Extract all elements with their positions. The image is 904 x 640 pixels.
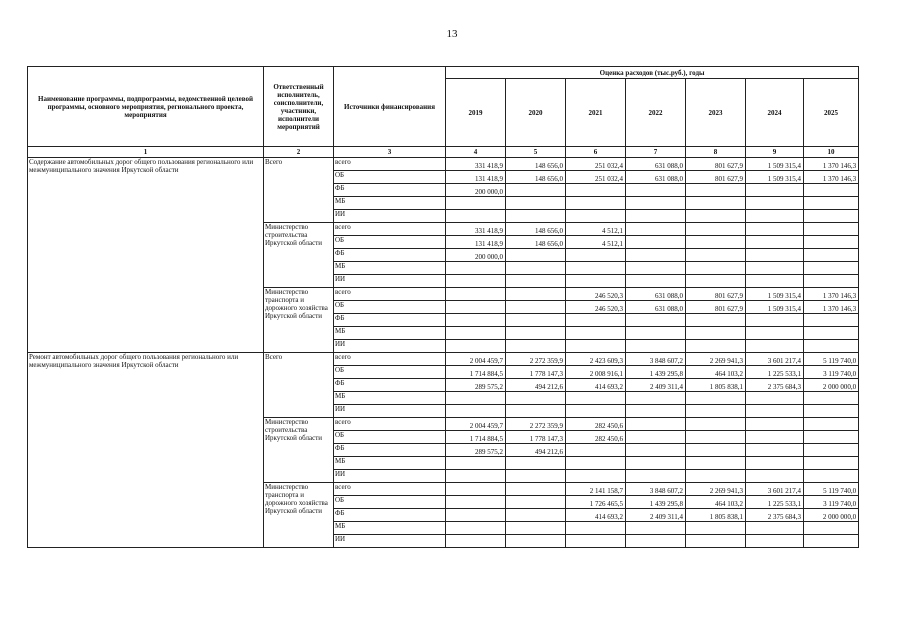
amount-cell (446, 509, 506, 522)
amount-cell: 2 000 000,0 (804, 379, 859, 392)
amount-cell (626, 327, 686, 340)
amount-cell (506, 340, 566, 353)
amount-cell (506, 483, 566, 496)
amount-cell: 2 004 459,7 (446, 418, 506, 431)
amount-cell (746, 210, 804, 223)
amount-cell: 289 575,2 (446, 379, 506, 392)
amount-cell: 5 119 740,0 (804, 353, 859, 366)
amount-cell (746, 457, 804, 470)
amount-cell (446, 496, 506, 509)
header-expense-estimate: Оценка расходов (тыс.руб.), годы (446, 67, 859, 79)
amount-cell (506, 314, 566, 327)
executor-name: Министерство строительства Иркутской области (264, 418, 334, 483)
amount-cell (686, 236, 746, 249)
header-year: 2019 (446, 79, 506, 147)
amount-cell: 631 088,0 (626, 301, 686, 314)
funding-source: МБ (334, 457, 446, 470)
amount-cell (804, 535, 859, 548)
amount-cell: 464 103,2 (686, 496, 746, 509)
amount-cell (686, 314, 746, 327)
funding-source: ФБ (334, 184, 446, 197)
funding-source: всего (334, 288, 446, 301)
amount-cell: 246 520,3 (566, 301, 626, 314)
amount-cell (746, 444, 804, 457)
funding-source: ОБ (334, 301, 446, 314)
amount-cell (506, 535, 566, 548)
amount-cell (804, 418, 859, 431)
amount-cell (566, 314, 626, 327)
amount-cell: 4 512,1 (566, 236, 626, 249)
funding-source: МБ (334, 522, 446, 535)
amount-cell: 1 805 838,1 (686, 379, 746, 392)
amount-cell: 3 119 740,0 (804, 366, 859, 379)
header-year: 2023 (686, 79, 746, 147)
amount-cell (686, 262, 746, 275)
amount-cell (566, 405, 626, 418)
column-index: 6 (566, 147, 626, 158)
executor-name: Министерство транспорта и дорожного хозяйства Иркутской области (264, 288, 334, 353)
amount-cell (626, 210, 686, 223)
amount-cell (446, 392, 506, 405)
amount-cell: 494 212,6 (506, 379, 566, 392)
amount-cell (506, 496, 566, 509)
amount-cell: 2 409 311,4 (626, 509, 686, 522)
amount-cell: 2 272 359,9 (506, 418, 566, 431)
amount-cell: 1 225 533,1 (746, 366, 804, 379)
amount-cell: 289 575,2 (446, 444, 506, 457)
amount-cell: 1 439 295,8 (626, 366, 686, 379)
amount-cell (804, 210, 859, 223)
amount-cell (566, 522, 626, 535)
funding-source: ИИ (334, 470, 446, 483)
amount-cell (566, 470, 626, 483)
header-program-name: Наименование программы, подпрограммы, ведомственной целевой программы, основного мероприятия, регионального проекта, мероприятия (28, 67, 264, 147)
amount-cell (566, 444, 626, 457)
amount-cell (686, 223, 746, 236)
funding-source: ФБ (334, 509, 446, 522)
amount-cell (746, 249, 804, 262)
amount-cell: 2 008 916,1 (566, 366, 626, 379)
funding-source: ОБ (334, 236, 446, 249)
column-index: 2 (264, 147, 334, 158)
header-funding-source: Источники финансирования (334, 67, 446, 147)
amount-cell (746, 184, 804, 197)
column-index: 5 (506, 147, 566, 158)
amount-cell (446, 483, 506, 496)
amount-cell (686, 418, 746, 431)
amount-cell (746, 392, 804, 405)
funding-source: ИИ (334, 275, 446, 288)
amount-cell: 131 418,9 (446, 236, 506, 249)
amount-cell (626, 340, 686, 353)
amount-cell (686, 275, 746, 288)
amount-cell (626, 275, 686, 288)
funding-source: ИИ (334, 210, 446, 223)
amount-cell (446, 340, 506, 353)
amount-cell: 148 656,0 (506, 223, 566, 236)
table-row (28, 353, 859, 366)
column-index: 4 (446, 147, 506, 158)
amount-cell (626, 262, 686, 275)
amount-cell (686, 457, 746, 470)
amount-cell (506, 249, 566, 262)
amount-cell: 414 693,2 (566, 379, 626, 392)
amount-cell: 801 627,9 (686, 288, 746, 301)
amount-cell (446, 314, 506, 327)
amount-cell: 801 627,9 (686, 301, 746, 314)
amount-cell (446, 535, 506, 548)
amount-cell (804, 184, 859, 197)
amount-cell (506, 522, 566, 535)
amount-cell (686, 522, 746, 535)
amount-cell (686, 431, 746, 444)
amount-cell (746, 262, 804, 275)
amount-cell: 1 370 146,3 (804, 301, 859, 314)
amount-cell (506, 392, 566, 405)
amount-cell (506, 288, 566, 301)
amount-cell (506, 184, 566, 197)
amount-cell (746, 275, 804, 288)
header-executor: Ответственный исполнитель, соисполнители, участники, исполнители мероприятий (264, 67, 334, 147)
funding-source: ИИ (334, 405, 446, 418)
amount-cell (686, 405, 746, 418)
amount-cell: 148 656,0 (506, 171, 566, 184)
amount-cell: 1 714 884,5 (446, 366, 506, 379)
amount-cell: 494 212,6 (506, 444, 566, 457)
amount-cell: 331 418,9 (446, 158, 506, 171)
amount-cell: 1 439 295,8 (626, 496, 686, 509)
amount-cell: 1 778 147,3 (506, 431, 566, 444)
amount-cell (804, 275, 859, 288)
amount-cell (626, 405, 686, 418)
amount-cell (506, 405, 566, 418)
amount-cell: 3 119 740,0 (804, 496, 859, 509)
amount-cell (804, 262, 859, 275)
amount-cell (626, 184, 686, 197)
funding-source: МБ (334, 327, 446, 340)
page-number: 13 (446, 28, 458, 40)
amount-cell (626, 431, 686, 444)
amount-cell (626, 457, 686, 470)
amount-cell: 1 370 146,3 (804, 158, 859, 171)
funding-source: МБ (334, 392, 446, 405)
amount-cell: 2 000 000,0 (804, 509, 859, 522)
funding-source: ФБ (334, 314, 446, 327)
amount-cell (566, 262, 626, 275)
amount-cell (746, 470, 804, 483)
amount-cell (804, 340, 859, 353)
amount-cell (566, 457, 626, 470)
amount-cell (626, 418, 686, 431)
amount-cell (446, 327, 506, 340)
amount-cell: 246 520,3 (566, 288, 626, 301)
amount-cell (746, 327, 804, 340)
amount-cell: 2 375 684,3 (746, 509, 804, 522)
amount-cell (446, 275, 506, 288)
amount-cell: 2 269 941,3 (686, 483, 746, 496)
amount-cell (506, 509, 566, 522)
header-year: 2020 (506, 79, 566, 147)
amount-cell (566, 535, 626, 548)
column-index: 10 (804, 147, 859, 158)
amount-cell (804, 457, 859, 470)
amount-cell: 251 032,4 (566, 158, 626, 171)
amount-cell (626, 236, 686, 249)
amount-cell (686, 327, 746, 340)
funding-source: ИИ (334, 535, 446, 548)
amount-cell (446, 457, 506, 470)
amount-cell: 282 450,6 (566, 431, 626, 444)
amount-cell: 1 509 315,4 (746, 301, 804, 314)
amount-cell: 2 141 158,7 (566, 483, 626, 496)
amount-cell (566, 275, 626, 288)
amount-cell (746, 223, 804, 236)
amount-cell (804, 223, 859, 236)
amount-cell (686, 444, 746, 457)
funding-source: ОБ (334, 366, 446, 379)
column-index: 7 (626, 147, 686, 158)
amount-cell: 464 103,2 (686, 366, 746, 379)
amount-cell (446, 288, 506, 301)
amount-cell (626, 314, 686, 327)
amount-cell (804, 314, 859, 327)
funding-source: ОБ (334, 431, 446, 444)
amount-cell (566, 184, 626, 197)
amount-cell (746, 418, 804, 431)
amount-cell (566, 327, 626, 340)
amount-cell (626, 197, 686, 210)
column-index: 8 (686, 147, 746, 158)
amount-cell (566, 197, 626, 210)
amount-cell (746, 535, 804, 548)
amount-cell: 2 272 359,9 (506, 353, 566, 366)
amount-cell: 1 805 838,1 (686, 509, 746, 522)
amount-cell: 1 509 315,4 (746, 171, 804, 184)
amount-cell: 1 509 315,4 (746, 158, 804, 171)
column-index: 3 (334, 147, 446, 158)
amount-cell (686, 340, 746, 353)
amount-cell: 801 627,9 (686, 171, 746, 184)
amount-cell (804, 470, 859, 483)
amount-cell (506, 470, 566, 483)
amount-cell: 200 000,0 (446, 184, 506, 197)
amount-cell: 251 032,4 (566, 171, 626, 184)
amount-cell: 200 000,0 (446, 249, 506, 262)
amount-cell: 331 418,9 (446, 223, 506, 236)
executor-name: Министерство строительства Иркутской области (264, 223, 334, 288)
funding-source: ИИ (334, 340, 446, 353)
funding-source: всего (334, 483, 446, 496)
amount-cell: 1 370 146,3 (804, 171, 859, 184)
amount-cell (446, 210, 506, 223)
expenditure-table (27, 66, 859, 548)
amount-cell: 2 423 609,3 (566, 353, 626, 366)
amount-cell: 148 656,0 (506, 236, 566, 249)
table-body (28, 158, 859, 548)
column-index: 9 (746, 147, 804, 158)
amount-cell: 2 409 311,4 (626, 379, 686, 392)
amount-cell (746, 522, 804, 535)
amount-cell (506, 197, 566, 210)
amount-cell (566, 392, 626, 405)
amount-cell: 631 088,0 (626, 171, 686, 184)
amount-cell (506, 457, 566, 470)
header-year: 2024 (746, 79, 804, 147)
amount-cell: 131 418,9 (446, 171, 506, 184)
amount-cell (506, 275, 566, 288)
amount-cell: 631 088,0 (626, 288, 686, 301)
header-year: 2021 (566, 79, 626, 147)
amount-cell (804, 236, 859, 249)
funding-source: ФБ (334, 444, 446, 457)
program-name: Содержание автомобильных дорог общего пользования регионального или межмуниципального значения Иркутской области (28, 158, 264, 353)
executor-name: Всего (264, 353, 334, 418)
amount-cell (566, 249, 626, 262)
header-year: 2022 (626, 79, 686, 147)
amount-cell (506, 301, 566, 314)
amount-cell (446, 522, 506, 535)
amount-cell (746, 431, 804, 444)
amount-cell (626, 535, 686, 548)
amount-cell (626, 249, 686, 262)
amount-cell (686, 249, 746, 262)
amount-cell (446, 470, 506, 483)
amount-cell (626, 444, 686, 457)
funding-source: МБ (334, 197, 446, 210)
amount-cell: 631 088,0 (626, 158, 686, 171)
executor-name: Всего (264, 158, 334, 223)
funding-source: МБ (334, 262, 446, 275)
amount-cell (626, 223, 686, 236)
amount-cell (566, 340, 626, 353)
amount-cell: 4 512,1 (566, 223, 626, 236)
funding-source: всего (334, 223, 446, 236)
amount-cell: 3 848 607,2 (626, 483, 686, 496)
funding-source: всего (334, 353, 446, 366)
amount-cell (506, 327, 566, 340)
table-row (28, 158, 859, 171)
amount-cell (686, 210, 746, 223)
amount-cell: 2 375 684,3 (746, 379, 804, 392)
amount-cell: 1 509 315,4 (746, 288, 804, 301)
funding-source: всего (334, 418, 446, 431)
amount-cell: 1 370 146,3 (804, 288, 859, 301)
amount-cell: 2 004 459,7 (446, 353, 506, 366)
amount-cell: 3 601 217,4 (746, 353, 804, 366)
amount-cell (626, 392, 686, 405)
amount-cell: 5 119 740,0 (804, 483, 859, 496)
amount-cell (804, 431, 859, 444)
amount-cell (506, 210, 566, 223)
amount-cell: 414 693,2 (566, 509, 626, 522)
amount-cell (804, 522, 859, 535)
program-name: Ремонт автомобильных дорог общего пользования регионального или межмуниципального значения Иркутской области (28, 353, 264, 548)
amount-cell (746, 340, 804, 353)
amount-cell (446, 301, 506, 314)
funding-source: ОБ (334, 496, 446, 509)
amount-cell: 282 450,6 (566, 418, 626, 431)
amount-cell: 1 778 147,3 (506, 366, 566, 379)
amount-cell: 1 714 884,5 (446, 431, 506, 444)
amount-cell (746, 236, 804, 249)
amount-cell (506, 262, 566, 275)
funding-source: ФБ (334, 249, 446, 262)
amount-cell (804, 327, 859, 340)
amount-cell (746, 197, 804, 210)
amount-cell: 148 656,0 (506, 158, 566, 171)
amount-cell: 3 848 607,2 (626, 353, 686, 366)
amount-cell (626, 470, 686, 483)
amount-cell (804, 444, 859, 457)
amount-cell: 2 269 941,3 (686, 353, 746, 366)
amount-cell (746, 314, 804, 327)
amount-cell (804, 197, 859, 210)
funding-source: ОБ (334, 171, 446, 184)
executor-name: Министерство транспорта и дорожного хозяйства Иркутской области (264, 483, 334, 548)
amount-cell (446, 197, 506, 210)
amount-cell (686, 197, 746, 210)
amount-cell (566, 210, 626, 223)
funding-source: ФБ (334, 379, 446, 392)
amount-cell (746, 405, 804, 418)
amount-cell (626, 522, 686, 535)
amount-cell (446, 405, 506, 418)
amount-cell (804, 405, 859, 418)
amount-cell (686, 535, 746, 548)
amount-cell (804, 392, 859, 405)
amount-cell: 3 601 217,4 (746, 483, 804, 496)
funding-source: всего (334, 158, 446, 171)
amount-cell (686, 470, 746, 483)
column-index: 1 (28, 147, 264, 158)
amount-cell (446, 262, 506, 275)
amount-cell (804, 249, 859, 262)
amount-cell (686, 392, 746, 405)
header-year: 2025 (804, 79, 859, 147)
amount-cell: 801 627,9 (686, 158, 746, 171)
amount-cell (686, 184, 746, 197)
amount-cell: 1 726 465,5 (566, 496, 626, 509)
amount-cell: 1 225 533,1 (746, 496, 804, 509)
